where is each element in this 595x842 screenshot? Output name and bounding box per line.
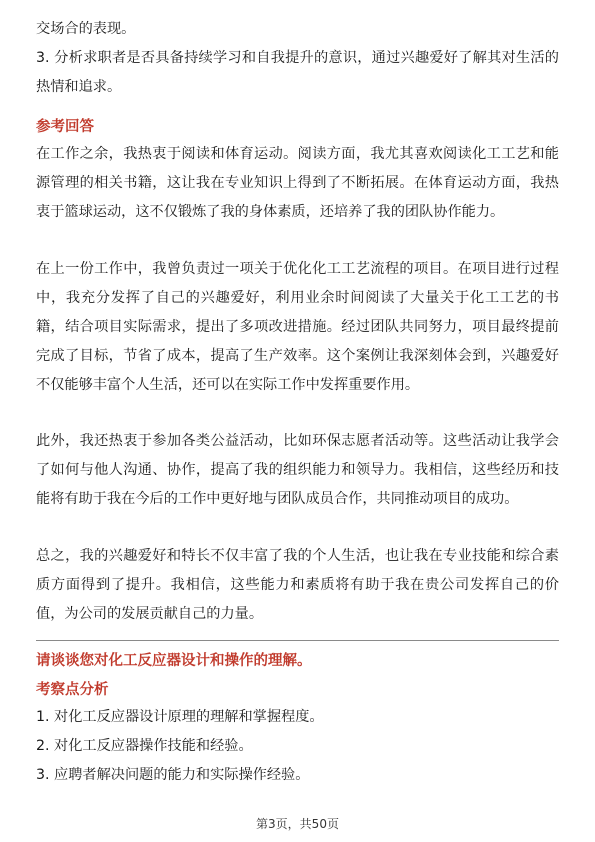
paragraph-line: 不仅能够丰富个人生活，还可以在实际工作中发挥重要作用。 <box>36 377 420 393</box>
page-number: 第3页，共50页 <box>256 817 339 831</box>
paragraph-line: 源管理的相关书籍，这让我在专业知识上得到了不断拓展。在体育运动方面，我热 <box>36 175 559 191</box>
intro-line: 热情和追求。 <box>36 79 122 95</box>
answer-paragraph <box>36 257 559 397</box>
list-item: 3. 应聘者解决问题的能力和实际操作经验。 <box>36 767 310 783</box>
paragraph-line: 质方面得到了提升。我相信，这些能力和素质将有助于我在贵公司发挥自己的价 <box>36 577 559 593</box>
analysis-list <box>36 705 559 787</box>
answer-paragraph <box>36 429 559 511</box>
section-divider <box>36 640 559 641</box>
paragraph-line: 籍，结合项目实际需求，提出了多项改进措施。经过团队共同努力，项目最终提前 <box>36 319 559 335</box>
paragraph-line: 在工作之余，我热衷于阅读和体育运动。阅读方面，我尤其喜欢阅读化工工艺和能 <box>36 146 559 162</box>
paragraph-line: 能将有助于我在今后的工作中更好地与团队成员合作，共同推动项目的成功。 <box>36 491 519 507</box>
list-item: 2. 对化工反应器操作技能和经验。 <box>36 738 253 754</box>
question-title: 请谈谈您对化工反应器设计和操作的理解。 <box>36 653 312 669</box>
analysis-heading: 考察点分析 <box>36 682 109 698</box>
intro-block <box>36 17 559 99</box>
paragraph-line: 值，为公司的发展贡献自己的力量。 <box>36 606 264 622</box>
answer-paragraph <box>36 544 559 626</box>
answer-heading: 参考回答 <box>36 119 94 135</box>
intro-line: 交场合的表现。 <box>36 21 136 37</box>
paragraph-line: 此外，我还热衷于参加各类公益活动，比如环保志愿者活动等。这些活动让我学会 <box>36 433 559 449</box>
paragraph-line: 在上一份工作中，我曾负责过一项关于优化化工工艺流程的项目。在项目进行过程 <box>36 261 559 277</box>
paragraph-line: 衷于篮球运动，这不仅锻炼了我的身体素质，还培养了我的团队协作能力。 <box>36 204 505 220</box>
list-item: 1. 对化工反应器设计原理的理解和掌握程度。 <box>36 709 324 725</box>
paragraph-line: 了如何与他人沟通、协作，提高了我的组织能力和领导力。我相信，这些经历和技 <box>36 462 559 478</box>
paragraph-line: 总之，我的兴趣爱好和特长不仅丰富了我的个人生活，也让我在专业技能和综合素 <box>36 548 559 564</box>
paragraph-line: 完成了目标，节省了成本，提高了生产效率。这个案例让我深刻体会到，兴趣爱好 <box>36 348 559 364</box>
answer-paragraph <box>36 142 559 224</box>
intro-line: 3. 分析求职者是否具备持续学习和自我提升的意识，通过兴趣爱好了解其对生活的 <box>36 50 559 66</box>
paragraph-line: 中，我充分发挥了自己的兴趣爱好，利用业余时间阅读了大量关于化工工艺的书 <box>36 290 559 306</box>
